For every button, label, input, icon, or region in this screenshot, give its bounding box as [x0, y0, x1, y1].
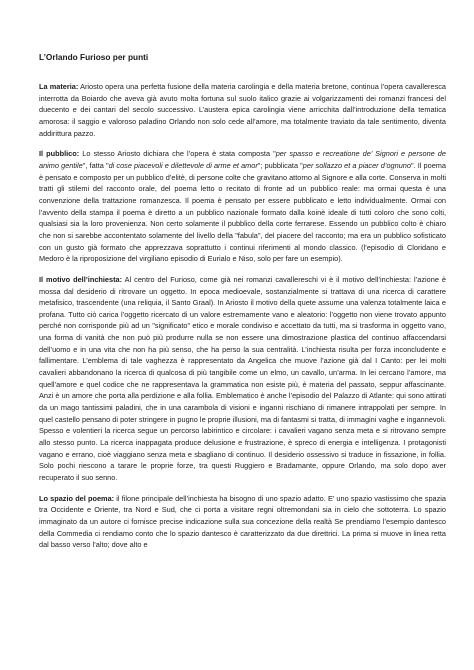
paragraph-text: Ariosto opera una perfetta fusione della materia carolingia e della materia bretone, continua l’opera cavalleresca interrotta da Boiardo che aveva già avuto molta fortuna sul suolo italico grazie ai volgarizzamenti dei romanzi francesi del duecento e dei cantari del secolo successivo. L’austera epica carolingia viene arricchita dall’introduzione della tematica amorosa: il saggio e valoroso paladino Orlando non solo cede all’amore, ma totalmente traviato da tale sentimento, diventa addirittura pazzo.: [39, 82, 446, 138]
document-title: L’Orlando Furioso per punti: [39, 52, 149, 62]
section-heading: La materia:: [39, 82, 79, 91]
paragraph-spazio: [39, 493, 446, 551]
section-heading: Il pubblico:: [39, 149, 80, 159]
paragraph-materia: [39, 81, 446, 139]
paragraph-text: il filone principale dell’inchiesta ha bisogno di uno spazio adatto. E’ uno spazio vastissimo che spazia tra Occidente e Oriente, tra Nord e Sud, che ci porta a visitare regni oltremondani sia in cielo che sottoterra. Lo spazio immaginato da un autore ci fornisce precise indicazione sulla sua concezione della realtà Se prendiamo l’esempio dantesco della Commedia ci rendiamo conto che lo spazio dantesco è caratterizzato da due direttrici. La prima si muove in linea retta dal basso verso l’alto; dove alto e: [39, 493, 447, 550]
section-heading: Lo spazio del poema:: [39, 493, 115, 503]
paragraph-text: ", fatta ": [82, 160, 109, 170]
italic-quote: di cose piacevoli e dilettevole di arme et amor: [108, 160, 258, 170]
paragraph-text: Al centro del Furioso, come già nei romanzi cavallereschi vi è il motivo dell’inchiesta: l’azione è mossa dal desiderio di ritrovare un oggetto. In epoca medioevale, sostanzialmente si trattava di una ricerca di carattere metafisico, trascendente (una reliquia, il Santo Graal). In Ariosto il motivo della quete assume una valenza totalmente laica e profana. Tutto ciò carica l’oggetto ricercato di un valore estremamente vano e aleatorio: l’oggetto non viene trovato appunto perché non corrisponde più ad un "significato" etico e morale condiviso e accettato da tutti, ma si trasforma in oggetto vano, una forma di vanità che non può più produrre nulla se non essere una dimostrazione plastica del continuo affaccendarsi dell’uomo e in una vita che non ha più senso, che ha perso la sua centralità. L’inchiesta risulta per forza inconcludente e fallimentare. L’emblema di tale vaghezza è rappresentato da Angelica che muove l’azione già dal I Canto: per lei molti cavalieri abbandonano la ricerca di qualcosa di più tangibile come un elmo, un cavallo, un’arma. In lei cercano l’amore, ma quell’amore e quel codice che ne rappresentava la grammatica non esiste più, è materia del passato, seppur affascinante. Anzi è un amore che porta alla perdizione e alla follia. Emblematico è anche l’episodio del Palazzo di Atlante: qui sono attirati da un mago tantissimi paladini, che in una carambola di visioni e inganni rischiano di rimanere intrappolati per sempre. In quel castello pensano di poter stringere in pugno le proprie illusioni, ma di fantasmi si tratta, di immagini vaghe e ingannevoli. Spesso e volentieri la ricerca segue un percorso labirintico e circolare: i cavalieri vagano senza meta e si ritrovano sempre allo stesso punto. La ricerca inappagata produce delusione e frustrazione, è spreco di energia e intelligenza. I protagonisti vagano e errano, cioè viaggiano senza meta e sbagliano di continuo. Il desiderio ossessivo si traduce in fissazione, in follia. Solo pochi riescono a tarare le proprie forze, tra questi Ruggiero e Bradamante, oppure Orlando, ma solo dopo aver recuperato il suo senno.: [39, 274, 446, 482]
italic-quote: per spasso e recreatione de’ Signori e persone de animo gentile: [39, 149, 446, 170]
paragraph-pubblico: [39, 148, 446, 265]
paragraph-text: Lo stesso Ariosto dichiara che l’opera è stata composta ": [79, 149, 276, 159]
paragraph-inchiesta: [39, 274, 446, 484]
paragraph-text: ". Il poema è pensato e composto per un pubblico d’elitè, di persone colte che gravitano attorno al Signore e alla corte. Conserva in molti tratti gli stilemi del racconto orale, del poema letto o recitato di fronte ad un pubblico reale: ma ormai questa è una convenzione della trattazione romanzesca. Il poema è pensato per essere pubblicato e letto individualmente. Ormai con l’avvento della stampa il poema è diretto a un pubblico nazionale formato dalla koinè ideale di tutti coloro che sono colti, qualsiasi sia la loro provenienza. Non certo solamente il pubblico della corte ferrarese. Essendo un pubblico colto è chiaro che non si sarebbe accontentato solamente del livello della "fabula", del piacere del racconto; ma era un pubblico sofisticato con un gusto già formato che apprezzava soprattutto i continui riferimenti al mondo classico. (l’episodio di Cloridano e Medoro è la riproposizione del virgiliano episodio di Eurialo e Niso, solo per fare un esempio).: [39, 160, 446, 264]
italic-quote: per sollazzo et a piacer d’ognuno: [302, 160, 411, 170]
document-body: [39, 81, 446, 551]
section-heading: Il motivo dell’inchiesta:: [39, 274, 123, 284]
paragraph-text: "; pubblicata ": [257, 160, 303, 170]
